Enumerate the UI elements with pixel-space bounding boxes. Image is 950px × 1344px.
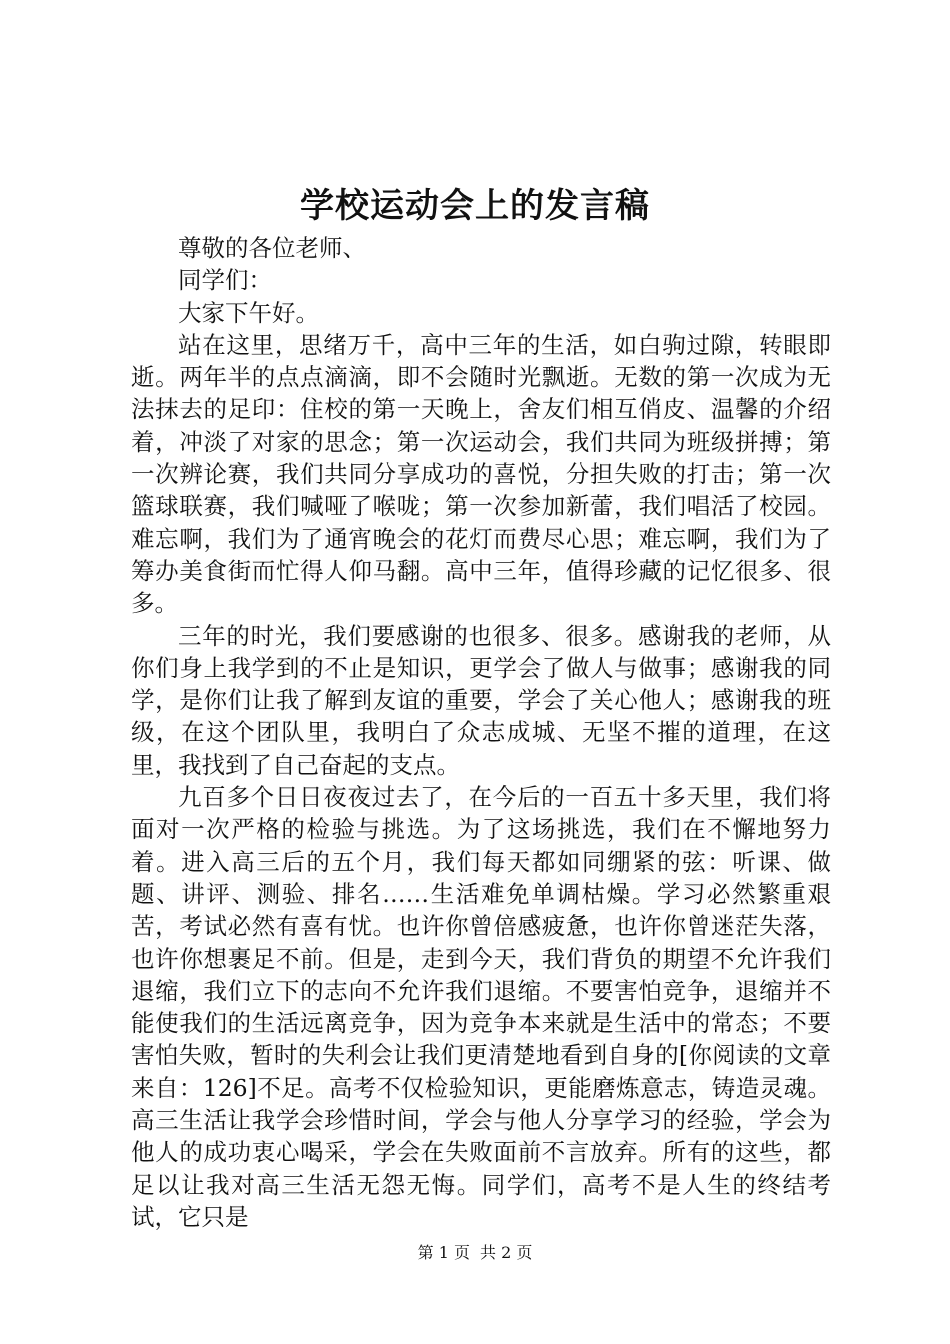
body-paragraph: 三年的时光，我们要感谢的也很多、很多。感谢我的老师，从你们身上我学到的不止是知识，更学会了做人与做事；感谢我的同学，是你们让我了解到友谊的重要，学会了关心他人；感谢我的班级，在这个团队里，我明白了众志成城、无坚不摧的道理，在这里，我找到了自己奋起的支点。 xyxy=(131,621,831,779)
greeting-line: 大家下午好。 xyxy=(178,298,319,327)
body-paragraph: 九百多个日日夜夜过去了，在今后的一百五十多天里，我们将面对一次严格的检验与挑选。为了这场挑选，我们在不懈地努力着。进入高三后的五个月，我们每天都如同绷紧的弦：听课、做题、讲评、测验、排名……生活难免单调枯燥。学习必然繁重艰苦，考试必然有喜有忧。也许你曾倍感疲惫，也许你曾迷茫失落，也许你想裹足不前。但是，走到今天，我们背负的期望不允许我们退缩，我们立下的志向不允许我们退缩。不要害怕竞争，退缩并不能使我们的生活远离竞争，因为竞争本来就是生活中的常态；不要害怕失败，暂时的失利会让我们更清楚地看到自身的[你阅读的文章来自：126]不足。高考不仅检验知识，更能磨炼意志，铸造灵魂。高三生活让我学会珍惜时间，学会与他人分享学习的经验，学会为他人的成功衷心喝采，学会在失败面前不言放弃。所有的这些，都足以让我对高三生活无怨无悔。同学们，高考不是人生的终结考试，它只是 xyxy=(131,783,831,1231)
salutation-line-1: 尊敬的各位老师、 xyxy=(178,234,366,262)
document-title: 学校运动会上的发言稿 xyxy=(300,186,650,226)
page-number-total: 共 2 页 xyxy=(480,1243,533,1262)
body-paragraph: 站在这里，思绪万千，高中三年的生活，如白驹过隙，转眼即逝。两年半的点点滴滴，即不会随时光飘逝。无数的第一次成为无法抹去的足印：住校的第一天晚上，舍友们相互俏皮、温馨的介绍着，冲淡了对家的思念；第一次运动会，我们共同为班级拼搏；第一次辨论赛，我们共同分享成功的喜悦，分担失败的打击；第一次篮球联赛，我们喊哑了喉咙；第一次参加新蕾，我们唱活了校园。难忘啊，我们为了通宵晚会的花灯而费尽心思；难忘啊，我们为了筹办美食街而忙得人仰马翻。高中三年，值得珍藏的记忆很多、很多。 xyxy=(131,330,831,618)
page-number-current: 第 1 页 xyxy=(417,1243,470,1262)
document-body xyxy=(131,232,831,1233)
salutation-line-2: 同学们： xyxy=(178,266,272,295)
page-footer xyxy=(0,1241,950,1265)
